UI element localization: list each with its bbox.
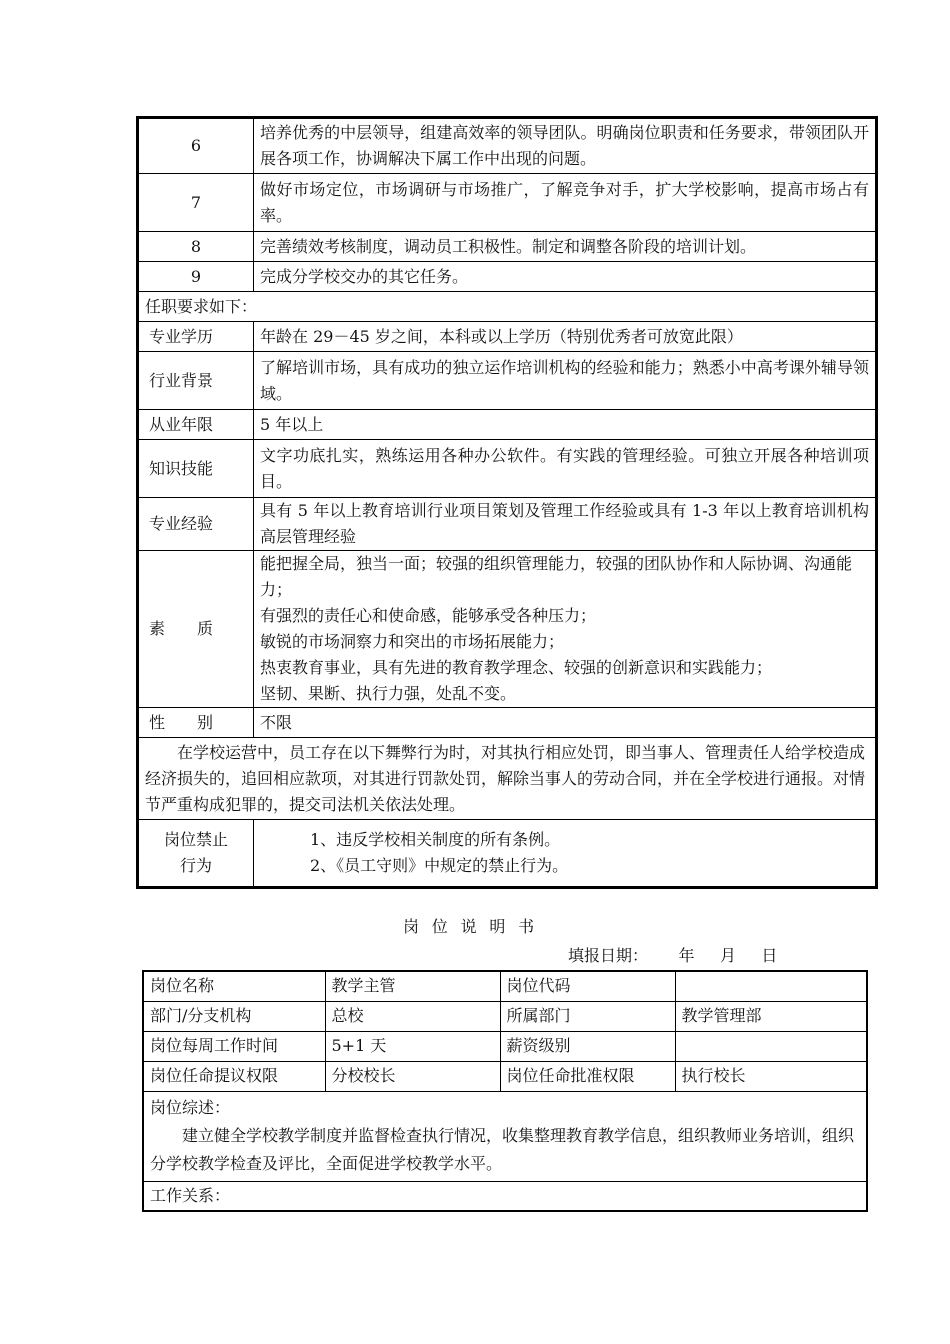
field-value: 分校校长: [325, 1061, 500, 1091]
req-value: 了解培训市场，具有成功的独立运作培训机构的经验和能力；熟悉小中高考课外辅导领域。: [254, 352, 877, 410]
summary-label: 岗位综述：: [150, 1098, 231, 1117]
job-duties-table: [136, 116, 878, 889]
duty-number: 7: [138, 174, 254, 232]
duty-text: 培养优秀的中层领导，组建高效率的领导团队。明确岗位职责和任务要求，带领团队开展各项工作，协调解决下属工作中出现的问题。: [254, 118, 877, 174]
fill-date: 填报日期： 年 月 日: [568, 946, 778, 965]
field-value: [675, 1031, 867, 1061]
prohibited-label: 岗位禁止行为: [138, 820, 254, 888]
quality-label: 素 质: [138, 551, 254, 708]
duty-number: 9: [138, 262, 254, 292]
req-value: 文字功底扎实，熟练运用各种办公软件。有实践的管理经验。可独立开展各种培训项目。: [254, 440, 877, 498]
req-value: 年龄在 29－45 岁之间，本科或以上学历（特别优秀者可放宽此限）: [254, 322, 877, 352]
penalty-text: 在学校运营中，员工存在以下舞弊行为时，对其执行相应处罚，即当事人、管理责任人给学校造成经济损失的，追回相应款项，对其进行罚款处罚，解除当事人的劳动合同，并在全学校进行通报。对情节严重构成犯罪的，提交司法机关依法处理。: [145, 742, 866, 814]
req-label: 专业学历: [138, 322, 254, 352]
req-label: 从业年限: [138, 410, 254, 440]
quality-list: [254, 551, 877, 708]
quality-item: 有强烈的责任心和使命感，能够承受各种压力；: [260, 606, 597, 625]
prohibited-list: [254, 820, 877, 888]
field-label: 部门/分支机构: [143, 1001, 325, 1031]
req-label: 知识技能: [138, 440, 254, 498]
job-description-table: [142, 970, 868, 1212]
field-value: 教学主管: [325, 971, 500, 1001]
duty-number: 8: [138, 232, 254, 262]
field-label: 岗位任命批准权限: [500, 1061, 675, 1091]
gender-value: 不限: [254, 708, 877, 738]
quality-item: 能把握全局，独当一面；较强的组织管理能力，较强的团队协作和人际协调、沟通能力；: [260, 554, 853, 599]
req-value: 5 年以上: [254, 410, 877, 440]
req-value: 具有 5 年以上教育培训行业项目策划及管理工作经验或具有 1-3 年以上教育培训机构高层管理经验: [254, 498, 877, 551]
summary-cell: [143, 1091, 867, 1181]
field-value: 执行校长: [675, 1061, 867, 1091]
relation-label: 工作关系：: [143, 1181, 867, 1211]
req-label: 专业经验: [138, 498, 254, 551]
document-title: 岗位说明书: [402, 917, 547, 936]
requirements-heading: 任职要求如下：: [138, 292, 877, 322]
field-label: 岗位名称: [143, 971, 325, 1001]
field-label: 岗位代码: [500, 971, 675, 1001]
field-value: 5+1 天: [325, 1031, 500, 1061]
field-value: [675, 971, 867, 1001]
gender-label: 性 别: [138, 708, 254, 738]
duty-number: 6: [138, 118, 254, 174]
duty-text: 做好市场定位，市场调研与市场推广，了解竞争对手，扩大学校影响，提高市场占有率。: [254, 174, 877, 232]
quality-item: 热衷教育事业，具有先进的教育教学理念、较强的创新意识和实践能力；: [260, 658, 773, 677]
field-label: 薪资级别: [500, 1031, 675, 1061]
duty-text: 完善绩效考核制度，调动员工积极性。制定和调整各阶段的培训计划。: [254, 232, 877, 262]
prohibited-item: 1、违反学校相关制度的所有条例。: [310, 830, 561, 849]
duty-text: 完成分学校交办的其它任务。: [254, 262, 877, 292]
req-label: 行业背景: [138, 352, 254, 410]
field-label: 岗位每周工作时间: [143, 1031, 325, 1061]
field-value: 教学管理部: [675, 1001, 867, 1031]
quality-item: 坚韧、果断、执行力强，处乱不变。: [260, 684, 517, 703]
prohibited-item: 2、《员工守则》中规定的禁止行为。: [310, 856, 569, 875]
penalty-paragraph: [138, 738, 877, 820]
field-label: 所属部门: [500, 1001, 675, 1031]
field-value: 总校: [325, 1001, 500, 1031]
field-label: 岗位任命提议权限: [143, 1061, 325, 1091]
summary-text: 建立健全学校教学制度并监督检查执行情况，收集整理教育教学信息，组织教师业务培训，组织分学校教学检查及评比，全面促进学校教学水平。: [150, 1126, 855, 1173]
quality-item: 敏锐的市场洞察力和突出的市场拓展能力；: [260, 632, 565, 651]
